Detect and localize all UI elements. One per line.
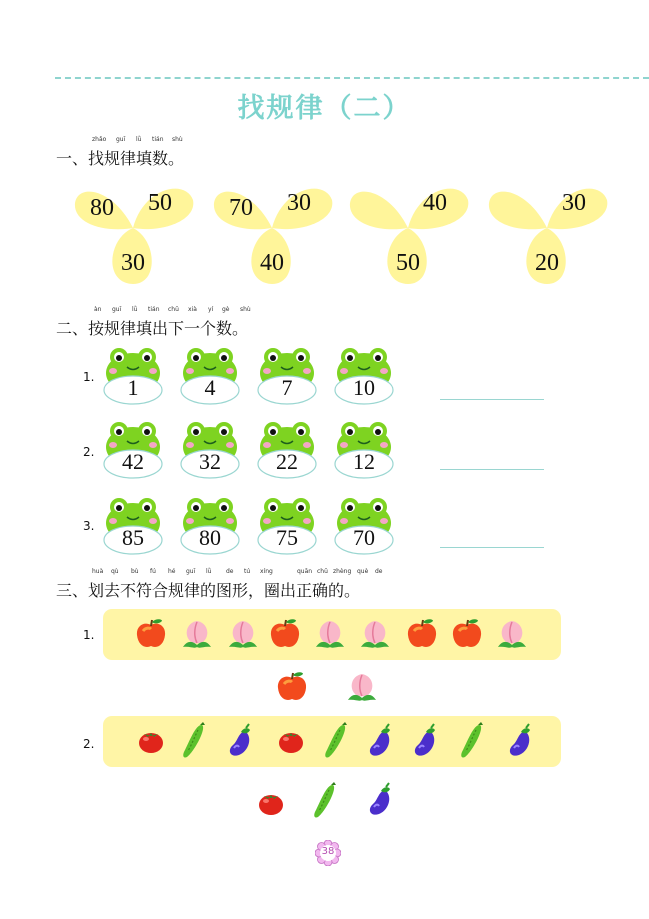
pattern-item-cucumber[interactable] xyxy=(180,722,210,764)
frog-number-card xyxy=(180,495,240,555)
pattern-item-apple[interactable] xyxy=(268,617,302,655)
frog-number-card xyxy=(103,495,163,555)
pattern-item-apple[interactable] xyxy=(450,617,484,655)
apple-icon xyxy=(275,670,309,704)
peach-icon xyxy=(345,670,379,704)
apple-icon xyxy=(405,617,439,651)
pattern-item-apple[interactable] xyxy=(405,617,439,655)
frog-number-card xyxy=(257,495,317,555)
pattern-item-tomato[interactable] xyxy=(276,726,306,760)
peach-icon xyxy=(226,617,260,651)
pattern-item-eggplant[interactable] xyxy=(225,723,255,763)
section1-pinyin: zhǎo guī lǜ tián shù xyxy=(92,136,183,143)
frog-number: 70 xyxy=(353,525,375,550)
cucumber-icon xyxy=(322,722,352,760)
section2-heading: 二、按规律填出下一个数。 xyxy=(56,319,249,338)
cucumber-icon xyxy=(311,782,341,820)
pattern-item-apple[interactable] xyxy=(134,617,168,655)
frog-number: 80 xyxy=(199,525,221,550)
tomato-icon xyxy=(256,788,286,818)
pattern-item-peach[interactable] xyxy=(313,617,347,655)
section1-heading: 一、找规律填数。 xyxy=(56,149,185,168)
header-dashed-rule xyxy=(55,77,649,79)
eggplant-icon xyxy=(365,782,395,818)
pattern-item-eggplant[interactable] xyxy=(365,723,395,763)
frog-number: 4 xyxy=(204,375,216,400)
pattern-item-peach[interactable] xyxy=(180,617,214,655)
clover-4 xyxy=(487,178,609,288)
pattern-item-peach[interactable] xyxy=(226,617,260,655)
frog-number-card xyxy=(257,345,317,405)
pattern-item-eggplant[interactable] xyxy=(410,723,440,763)
answer-blank[interactable] xyxy=(440,469,544,470)
row-label: 2. xyxy=(83,737,95,751)
choice-item-eggplant[interactable] xyxy=(365,782,395,822)
section2-pinyin: àn guī lǜ tián chū xià yí gè shù xyxy=(94,306,251,313)
eggplant-icon xyxy=(365,723,395,759)
clover-number-right: 30 xyxy=(287,190,311,216)
frog-number: 10 xyxy=(353,375,375,400)
choice-item-apple[interactable] xyxy=(275,670,309,708)
pattern-item-cucumber[interactable] xyxy=(458,722,488,764)
answer-blank[interactable] xyxy=(440,547,544,548)
clover-1 xyxy=(73,178,195,288)
eggplant-icon xyxy=(410,723,440,759)
frog-number-card xyxy=(180,419,240,479)
row-label: 1. xyxy=(83,370,95,384)
clover-number-bottom: 30 xyxy=(121,250,145,276)
apple-icon xyxy=(268,617,302,651)
frog-number: 42 xyxy=(122,449,144,474)
row-label: 2. xyxy=(83,445,95,459)
frog-number-card xyxy=(334,419,394,479)
section3-pinyin: huà qù bù fú hé guī lǜ de tú xíng quān chū zhèng què de xyxy=(92,568,383,575)
frog-number: 12 xyxy=(353,449,375,474)
cucumber-icon xyxy=(458,722,488,760)
eggplant-icon xyxy=(225,723,255,759)
page-number-badge xyxy=(315,840,341,866)
tomato-icon xyxy=(276,726,306,756)
row-label: 3. xyxy=(83,519,95,533)
choice-item-tomato[interactable] xyxy=(256,788,286,822)
clover-number-left: 80 xyxy=(90,195,114,221)
tomato-icon xyxy=(136,726,166,756)
pattern-item-tomato[interactable] xyxy=(136,726,166,760)
peach-icon xyxy=(495,617,529,651)
clover-3 xyxy=(348,178,470,288)
choice-item-cucumber[interactable] xyxy=(311,782,341,824)
page-title: 找规律（二） xyxy=(237,93,412,124)
peach-icon xyxy=(313,617,347,651)
clover-2 xyxy=(212,178,334,288)
clover-number-right: 40 xyxy=(423,190,447,216)
clover-number-left: 70 xyxy=(229,195,253,221)
peach-icon xyxy=(358,617,392,651)
frog-number-card xyxy=(180,345,240,405)
clover-number-bottom: 20 xyxy=(535,250,559,276)
clover-number-bottom: 40 xyxy=(260,250,284,276)
frog-number-card xyxy=(103,419,163,479)
row-label: 1. xyxy=(83,628,95,642)
frog-number-card xyxy=(103,345,163,405)
frog-number: 22 xyxy=(276,449,298,474)
clover-number-right: 30 xyxy=(562,190,586,216)
clover-number-right: 50 xyxy=(148,190,172,216)
frog-number: 1 xyxy=(127,375,139,400)
answer-blank[interactable] xyxy=(440,399,544,400)
frog-number: 7 xyxy=(281,375,293,400)
pattern-item-peach[interactable] xyxy=(358,617,392,655)
choice-item-peach[interactable] xyxy=(345,670,379,708)
page-number: 38 xyxy=(321,846,335,857)
cucumber-icon xyxy=(180,722,210,760)
apple-icon xyxy=(134,617,168,651)
section3-heading: 三、划去不符合规律的图形，圈出正确的。 xyxy=(56,581,361,600)
pattern-item-eggplant[interactable] xyxy=(505,723,535,763)
peach-icon xyxy=(180,617,214,651)
eggplant-icon xyxy=(505,723,535,759)
apple-icon xyxy=(450,617,484,651)
pattern-item-peach[interactable] xyxy=(495,617,529,655)
frog-number: 75 xyxy=(276,525,298,550)
frog-number-card xyxy=(334,495,394,555)
frog-number-card xyxy=(334,345,394,405)
frog-number: 32 xyxy=(199,449,221,474)
clover-number-bottom: 50 xyxy=(396,250,420,276)
frog-number: 85 xyxy=(122,525,144,550)
pattern-item-cucumber[interactable] xyxy=(322,722,352,764)
frog-number-card xyxy=(257,419,317,479)
